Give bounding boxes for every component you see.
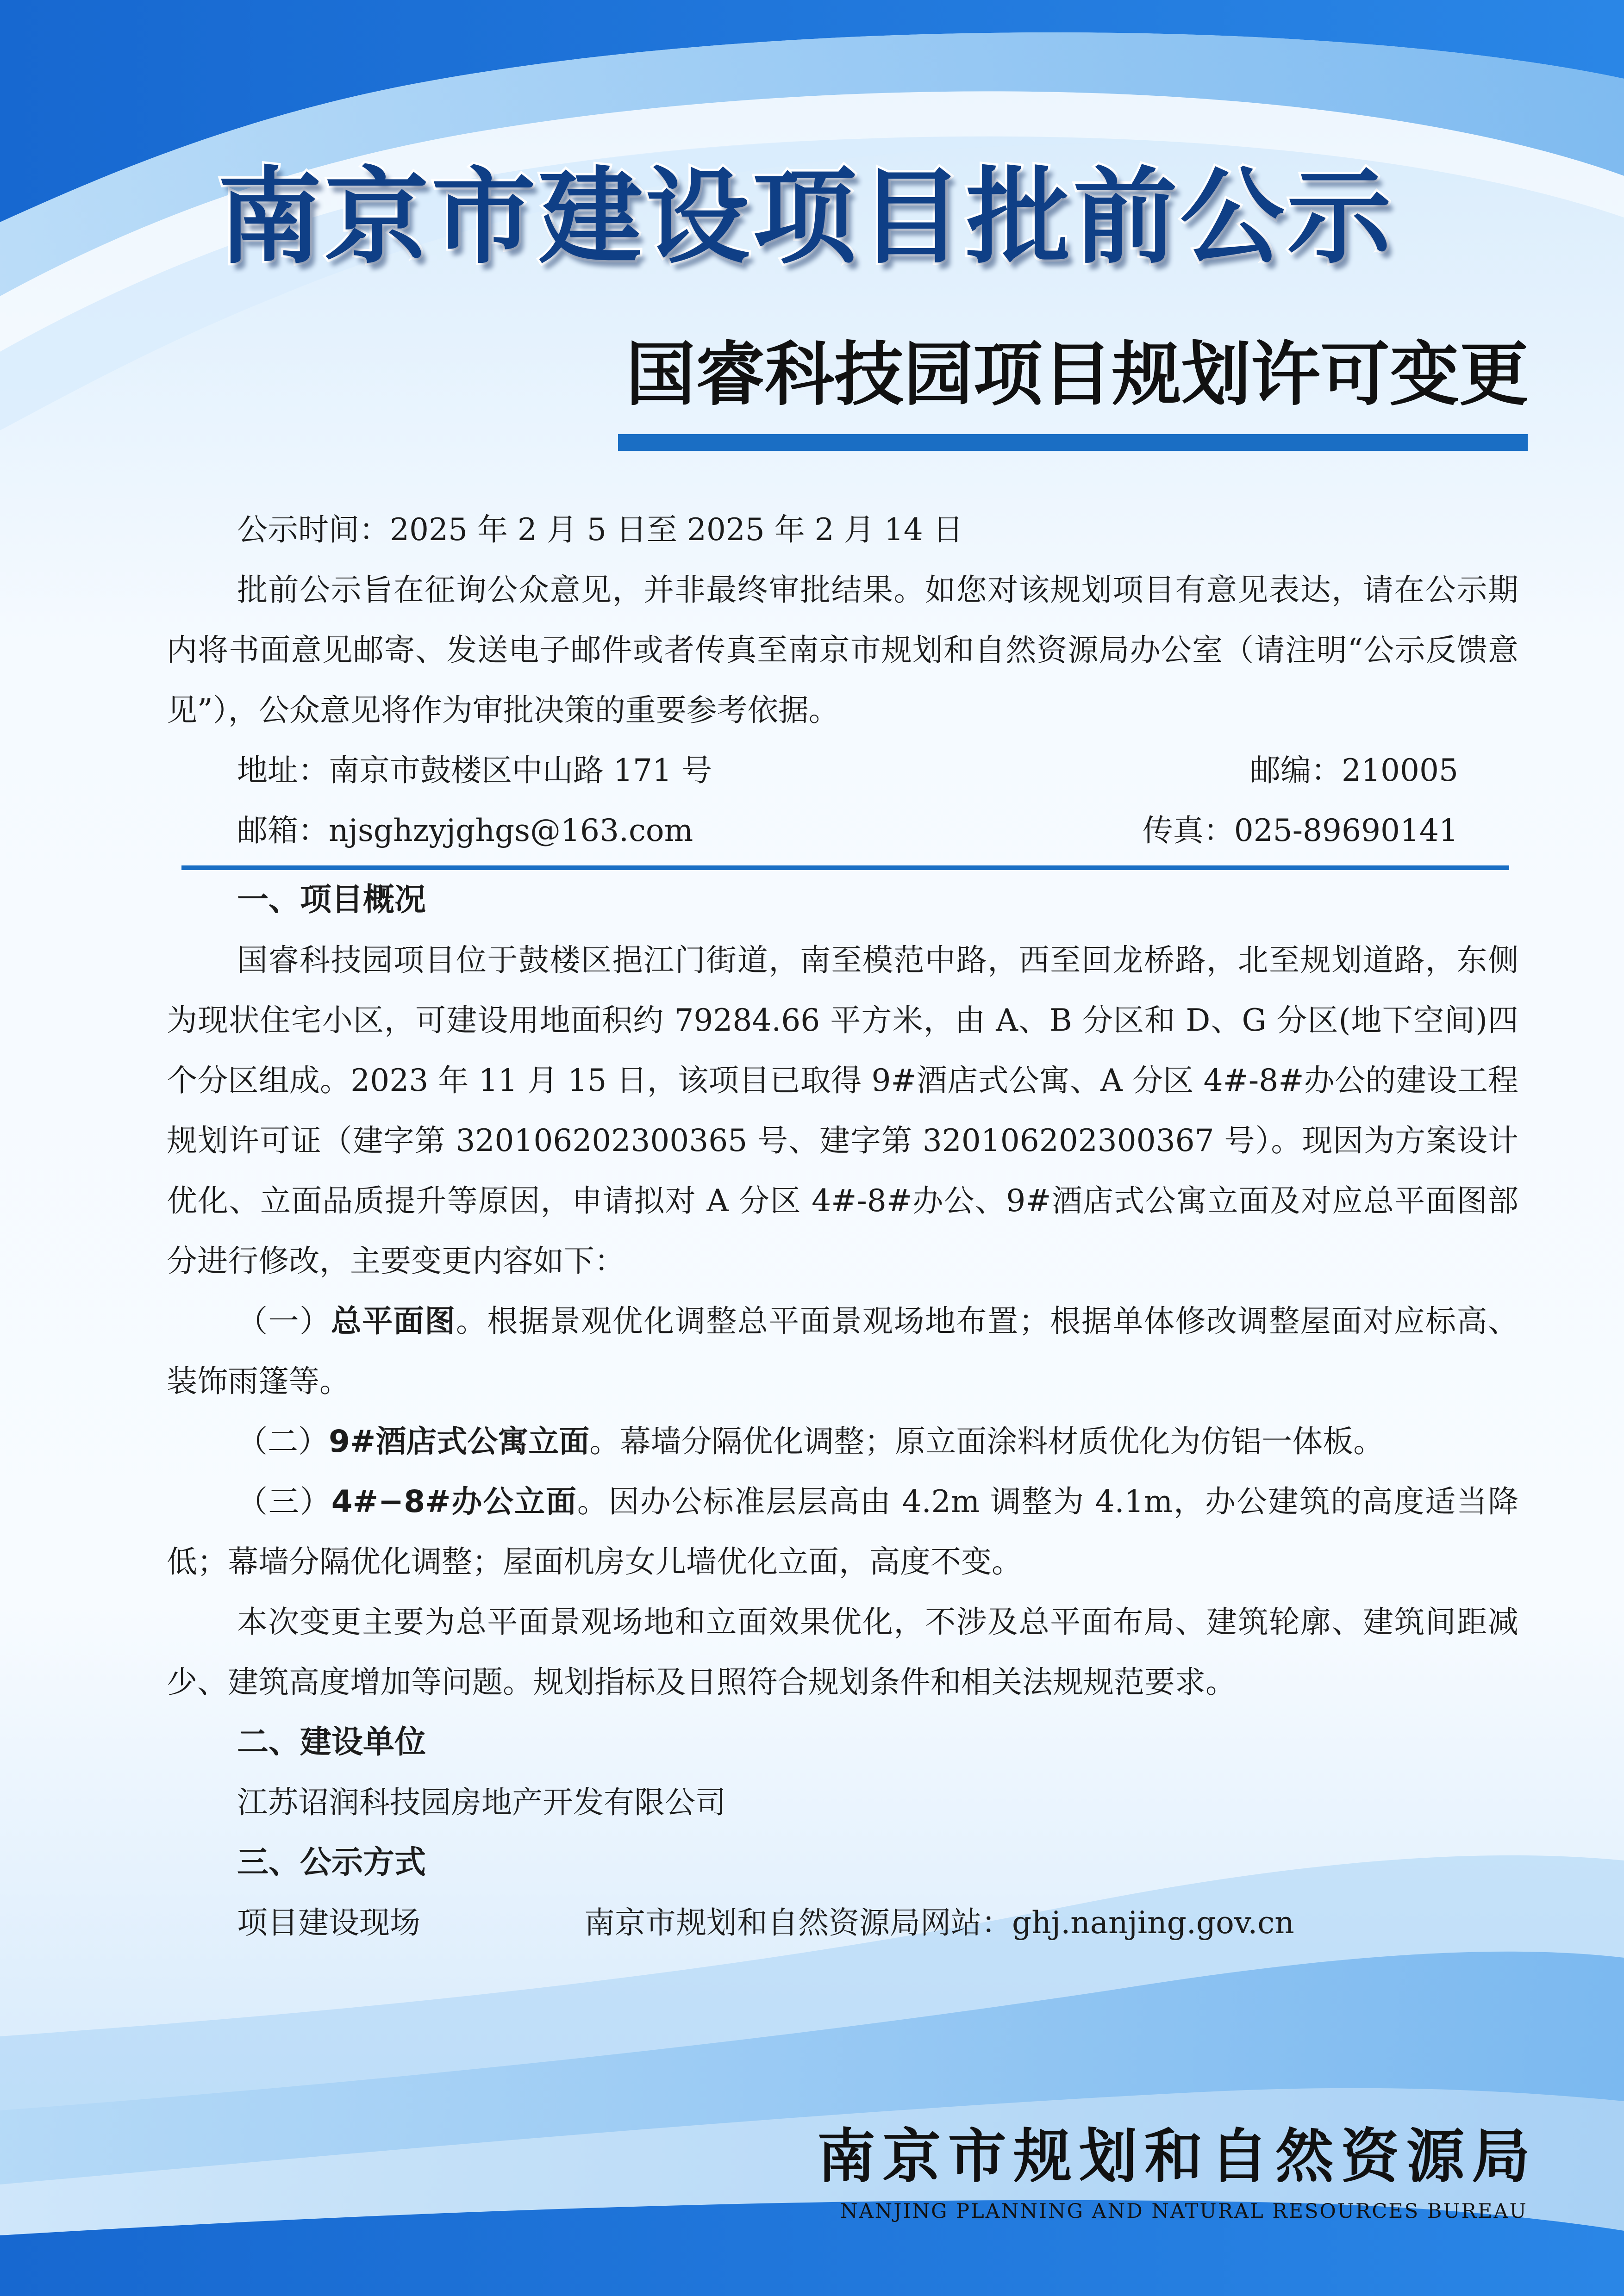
change-item-2-title: 9#酒店式公寓立面 [329, 1424, 590, 1459]
section-heading-method: 三、公示方式 [237, 1844, 426, 1881]
change-item-3-title: 4#−8#办公立面 [331, 1484, 577, 1519]
fax-text: 传真：025-89690141 [1142, 813, 1458, 848]
change-item-3 [167, 1472, 1518, 1592]
change-item-3-text: 。因办公标准层层高由 4.2m 调整为 4.1m，办公建筑的高度适当降低；幕墙分隔优化调整；屋面机房女儿墙优化立面，高度不变。 [167, 1484, 1519, 1580]
subtitle-underline [618, 434, 1528, 451]
change-item-2-prefix: （二） [237, 1424, 329, 1459]
method-site: 项目建设现场 [237, 1905, 420, 1941]
overview-paragraph: 国睿科技园项目位于鼓楼区挹江门街道，南至模范中路，西至回龙桥路，北至规划道路，东侧为现状住宅小区，可建设用地面积约 79284.66 平方米，由 A、B 分区和 D、G 分区(地下空间)四个分区组成。2023 年 11 月 15 日，该项目已取得 9#酒店式公寓、A 分区 4#-8#办公的建设工程规划许可证（建字第 320106202300365 号、建字第 320106202300367 号）。现因为方案设计优化、立面品质提升等原因，申请拟对 A 分区 4#-8#办公、9#酒店式公寓立面及对应总平面图部分进行修改，主要变更内容如下： [167, 942, 1518, 1279]
issuer-name-english: NANJING PLANNING AND NATURAL RESOURCES BUREAU [840, 2200, 1528, 2223]
notice-subtitle: 国睿科技园项目规划许可变更 [625, 335, 1529, 415]
notice-period: 公示时间：2025 年 2 月 5 日至 2025 年 2 月 14 日 [237, 512, 963, 548]
issuer-name: 南京市规划和自然资源局 [817, 2122, 1530, 2190]
builder-company: 江苏诏润科技园房地产开发有限公司 [237, 1785, 726, 1820]
change-summary: 本次变更主要为总平面景观场地和立面效果优化，不涉及总平面布局、建筑轮廓、建筑间距减少、建筑高度增加等问题。规划指标及日照符合规划条件和相关法规规范要求。 [167, 1604, 1518, 1700]
change-item-1 [167, 1291, 1518, 1412]
page-title: 南京市建设项目批前公示 [218, 157, 1394, 278]
method-row [167, 1893, 1518, 1953]
method-website: 南京市规划和自然资源局网站：ghj.nanjing.gov.cn [584, 1905, 1294, 1941]
change-item-1-text: 。根据景观优化调整总平面景观场地布置；根据单体修改调整屋面对应标高、装饰雨篷等。 [167, 1303, 1519, 1399]
change-item-2-text: 。幕墙分隔优化调整；原立面涂料材质优化为仿铝一体板。 [589, 1424, 1384, 1459]
address-row [167, 740, 1518, 801]
change-item-1-prefix: （一） [237, 1303, 331, 1339]
email-text: 邮箱：njsghzyjghgs@163.com [237, 813, 693, 848]
change-item-1-title: 总平面图 [331, 1303, 456, 1339]
notice-intro: 批前公示旨在征询公众意见，并非最终审批结果。如您对该规划项目有意见表达，请在公示期内将书面意见邮寄、发送电子邮件或者传真至南京市规划和自然资源局办公室（请注明“公示反馈意见”），公众意见将作为审批决策的重要参考依据。 [167, 572, 1518, 728]
address-text: 地址：南京市鼓楼区中山路 171 号 [237, 753, 712, 788]
change-item-2 [167, 1412, 1518, 1472]
section-heading-overview: 一、项目概况 [237, 882, 426, 918]
change-item-3-prefix: （三） [237, 1484, 331, 1519]
section-heading-builder: 二、建设单位 [237, 1724, 426, 1761]
section-divider [181, 865, 1509, 870]
contact-row [167, 801, 1518, 861]
notice-content [167, 500, 1518, 1953]
postcode-text: 邮编：210005 [1250, 753, 1458, 788]
